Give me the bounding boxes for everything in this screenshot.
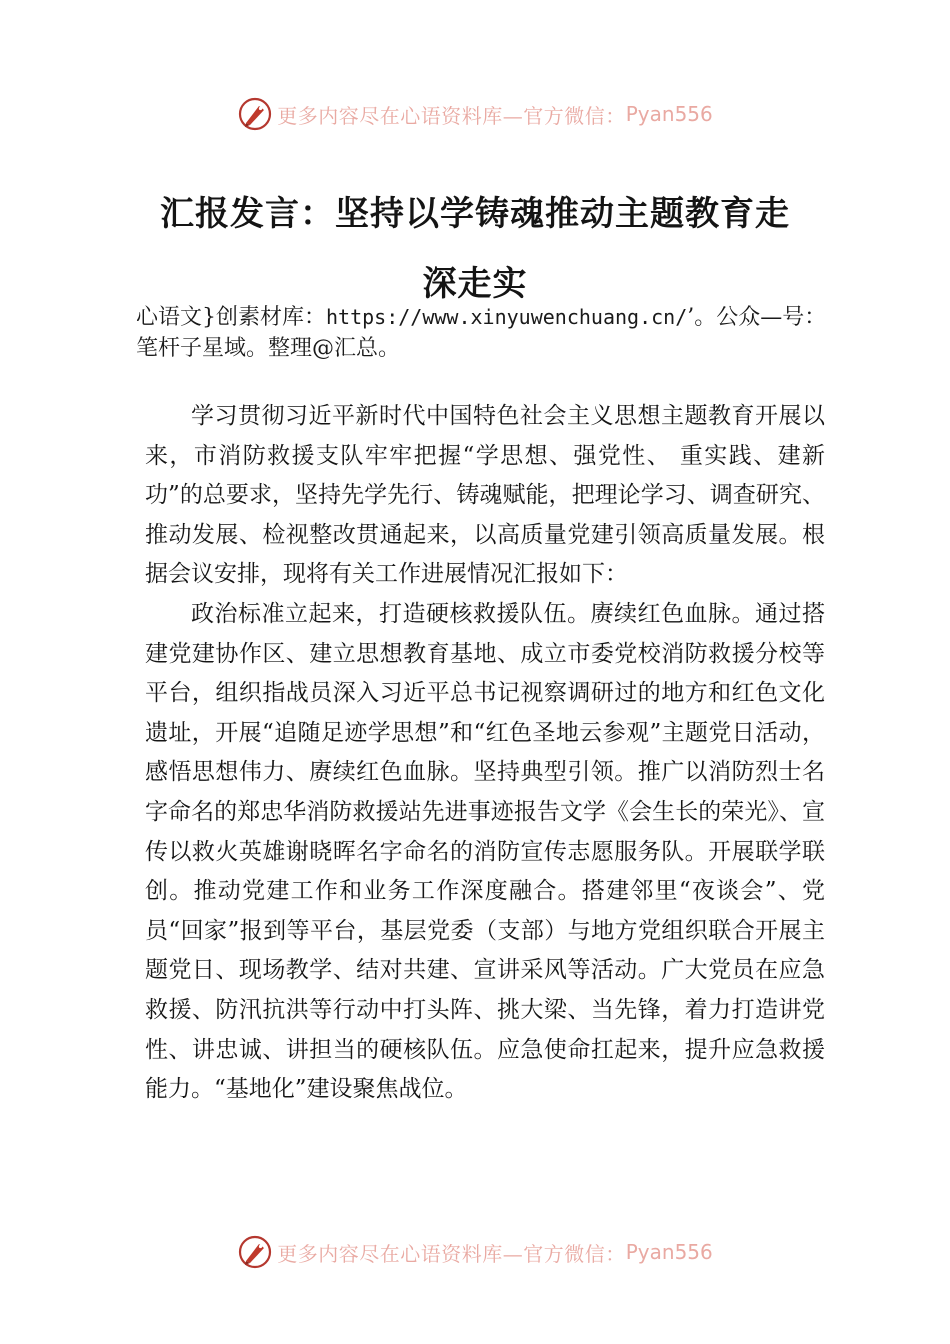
source-prefix: 心语文}创素材库： — [136, 305, 326, 330]
paragraph-intro: 学习贯彻习近平新时代中国特色社会主义思想主题教育开展以来，市消防救援支队牢牢把握“学思想、强党性、 重实践、建新功”的总要求，坚持先学先行、铸魂赋能，把理论学习、调查研究、推动发展、检视整改贯通起来，以高质量党建引领高质量发展。根据会议安排，现将有关工作进展情况汇报如下： — [145, 403, 825, 588]
paragraph-political-standards: 政治标准立起来，打造硬核救援队伍。赓续红色血脉。通过搭建党建协作区、建立思想教育基地、成立市委党校消防救援分校等平台，组织指战员深入习近平总书记视察调研过的地方和红色文化遗址，开展“追随足迹学思想”和“红色圣地云参观”主题党日活动，感悟思想伟力、赓续红色血脉。坚持典型引领。推广以消防烈士名字命名的郑忠华消防救援站先进事迹报告文学《会生长的荣光》、宣传以救火英雄谢晓晖名字命名的消防宣传志愿服务队。开展联学联创。推动党建工作和业务工作深度融合。搭建邻里“夜谈会”、党员“回家”报到等平台，基层党委（支部）与地方党组织联合开展主题党日、现场教学、结对共建、宣讲采风等活动。广大党员在应急救援、防汛抗洪等行动中打头阵、挑大梁、当先锋，着力打造讲党性、讲忠诚、讲担当的硬核队伍。应急使命扛起来，提升应急救援能力。“基地化”建设聚焦战位。 — [145, 600, 825, 1103]
banner-text: 更多内容尽在心语资料库—官方微信： — [277, 103, 626, 128]
wechat-handle: Pyan556 — [625, 102, 713, 126]
document-title-line-1: 汇报发言：坚持以学铸魂推动主题教育走 — [160, 194, 790, 234]
header-banner — [0, 92, 950, 136]
banner-text: 更多内容尽在心语资料库—官方微信： — [277, 1241, 626, 1266]
document-body — [145, 397, 825, 1110]
source-suffix: ’。公众—号：笔杆子星域。整理@汇总。 — [136, 305, 827, 361]
pen-nib-logo-icon — [237, 1234, 273, 1270]
footer-banner — [0, 1230, 950, 1274]
pen-nib-logo-icon — [237, 96, 273, 132]
document-title-line-2: 深走实 — [422, 264, 528, 304]
source-note — [136, 302, 836, 364]
source-url: https://www.xinyuwenchuang.cn/ — [326, 305, 688, 329]
wechat-handle: Pyan556 — [625, 1240, 713, 1264]
